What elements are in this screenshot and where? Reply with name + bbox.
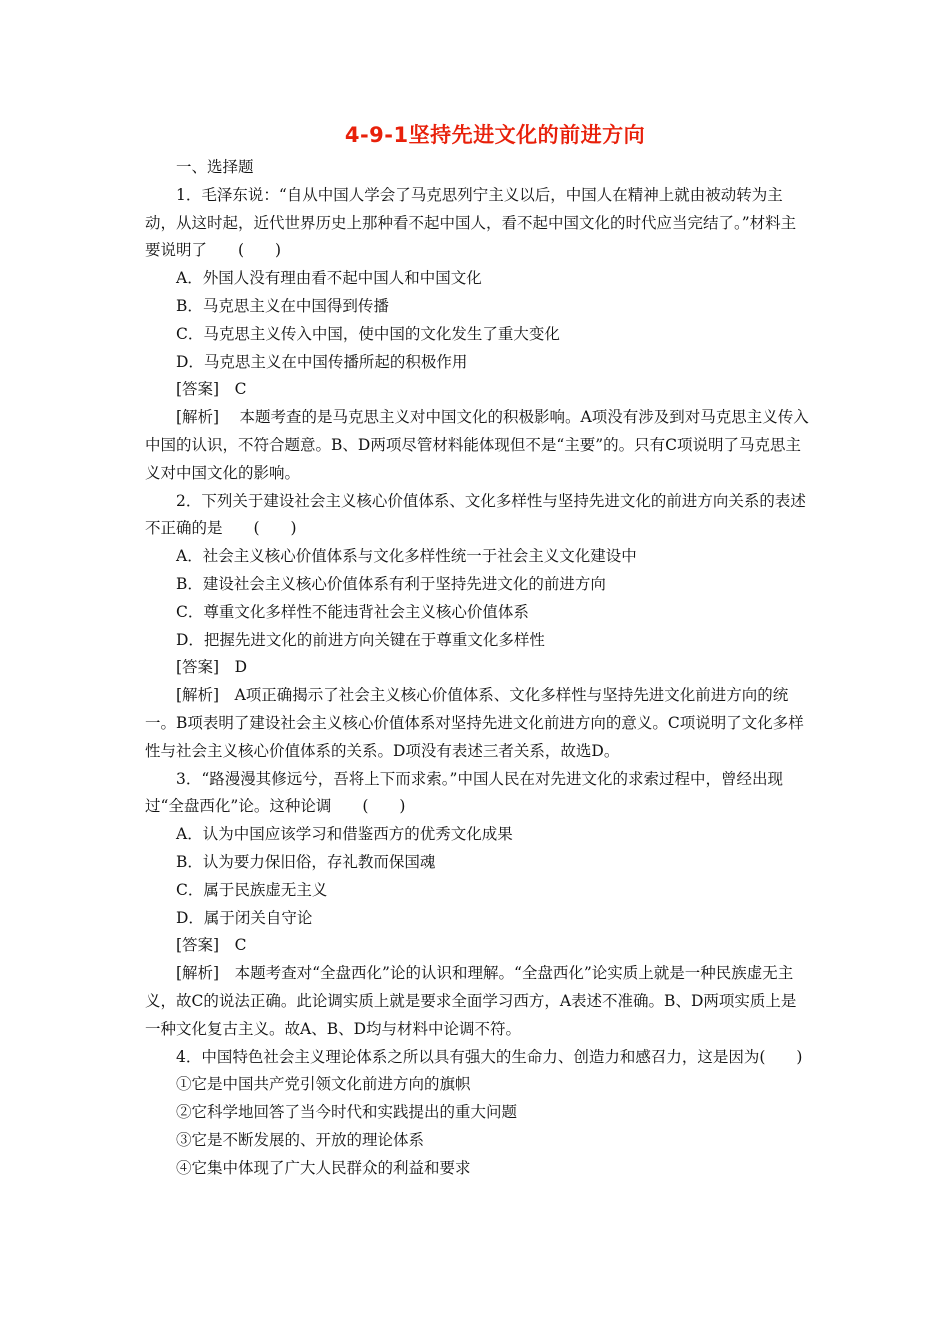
section-heading: 一、选择题: [176, 158, 254, 176]
question-3-option-a: A．认为中国应该学习和借鉴西方的优秀文化成果: [176, 825, 513, 844]
question-1-option-b: B．马克思主义在中国得到传播: [176, 296, 389, 315]
question-2-stem: 2．下列关于建设社会主义核心价值体系、文化多样性与坚持先进文化的前进方向关系的表述不正确的是 ( ): [145, 491, 806, 538]
question-4-option-4: ④它集中体现了广大人民群众的利益和要求: [176, 1158, 471, 1177]
question-3-option-c: C．属于民族虚无主义: [176, 880, 328, 899]
question-1-stem: 1．毛泽东说：“自从中国人学会了马克思列宁主义以后，中国人在精神上就由被动转为主动，从这时起，近代世界历史上那种看不起中国人，看不起中国文化的时代应当完结了。”材料主要说明了 ( ): [145, 185, 797, 260]
question-4-stem: 4．中国特色社会主义理论体系之所以具有强大的生命力、创造力和感召力，这是因为( ): [176, 1047, 803, 1066]
question-2-option-b: B．建设社会主义核心价值体系有利于坚持先进文化的前进方向: [176, 574, 606, 593]
question-3-analysis: [解析] 本题考查对“全盘西化”论的认识和理解。“全盘西化”论实质上就是一种民族虚无主义，故C的说法正确。此论调实质上就是要求全面学习西方，A表述不准确。B、D两项实质上是一种文化复古主义。故A、B、D均与材料中论调不符。: [145, 964, 797, 1038]
question-2-option-c: C．尊重文化多样性不能违背社会主义核心价值体系: [176, 602, 529, 621]
question-3-stem: 3．“路漫漫其修远兮，吾将上下而求索。”中国人民在对先进文化的求索过程中，曾经出现过“全盘西化”论。这种论调 ( ): [145, 769, 783, 816]
question-4-option-1: ①它是中国共产党引领文化前进方向的旗帜: [176, 1075, 471, 1094]
question-1-option-d: D．马克思主义在中国传播所起的积极作用: [176, 352, 468, 371]
question-2-option-d: D．把握先进文化的前进方向关键在于尊重文化多样性: [176, 630, 545, 649]
question-3-option-b: B．认为要力保旧俗，存礼教而保国魂: [176, 852, 436, 871]
question-2-option-a: A．社会主义核心价值体系与文化多样性统一于社会主义文化建设中: [176, 547, 637, 566]
question-1-option-a: A．外国人没有理由看不起中国人和中国文化: [176, 269, 482, 288]
question-1-option-c: C．马克思主义传入中国，使中国的文化发生了重大变化: [176, 324, 560, 343]
question-2-answer: [答案] D: [176, 658, 248, 677]
question-3-option-d: D．属于闭关自守论: [176, 908, 313, 927]
question-3-answer: [答案] C: [176, 936, 247, 955]
question-4-option-2: ②它科学地回答了当今时代和实践提出的重大问题: [176, 1103, 518, 1122]
document-title: 4-9-1坚持先进文化的前进方向: [344, 123, 646, 147]
document-body: [145, 154, 810, 1182]
question-2-analysis: [解析] A项正确揭示了社会主义核心价值体系、文化多样性与坚持先进文化前进方向的统一。B项表明了建设社会主义核心价值体系对坚持先进文化前进方向的意义。C项说明了文化多样性与社会主义核心价值体系的关系。D项没有表述三者关系，故选D。: [145, 686, 804, 760]
question-1-analysis: [解析] 本题考查的是马克思主义对中国文化的积极影响。A项没有涉及到对马克思主义传入中国的认识，不符合题意。B、D两项尽管材料能体现但不是“主要”的。只有C项说明了马克思主义对中国文化的影响。: [145, 408, 809, 482]
question-1-answer: [答案] C: [176, 380, 247, 399]
question-4-option-3: ③它是不断发展的、开放的理论体系: [176, 1130, 425, 1149]
